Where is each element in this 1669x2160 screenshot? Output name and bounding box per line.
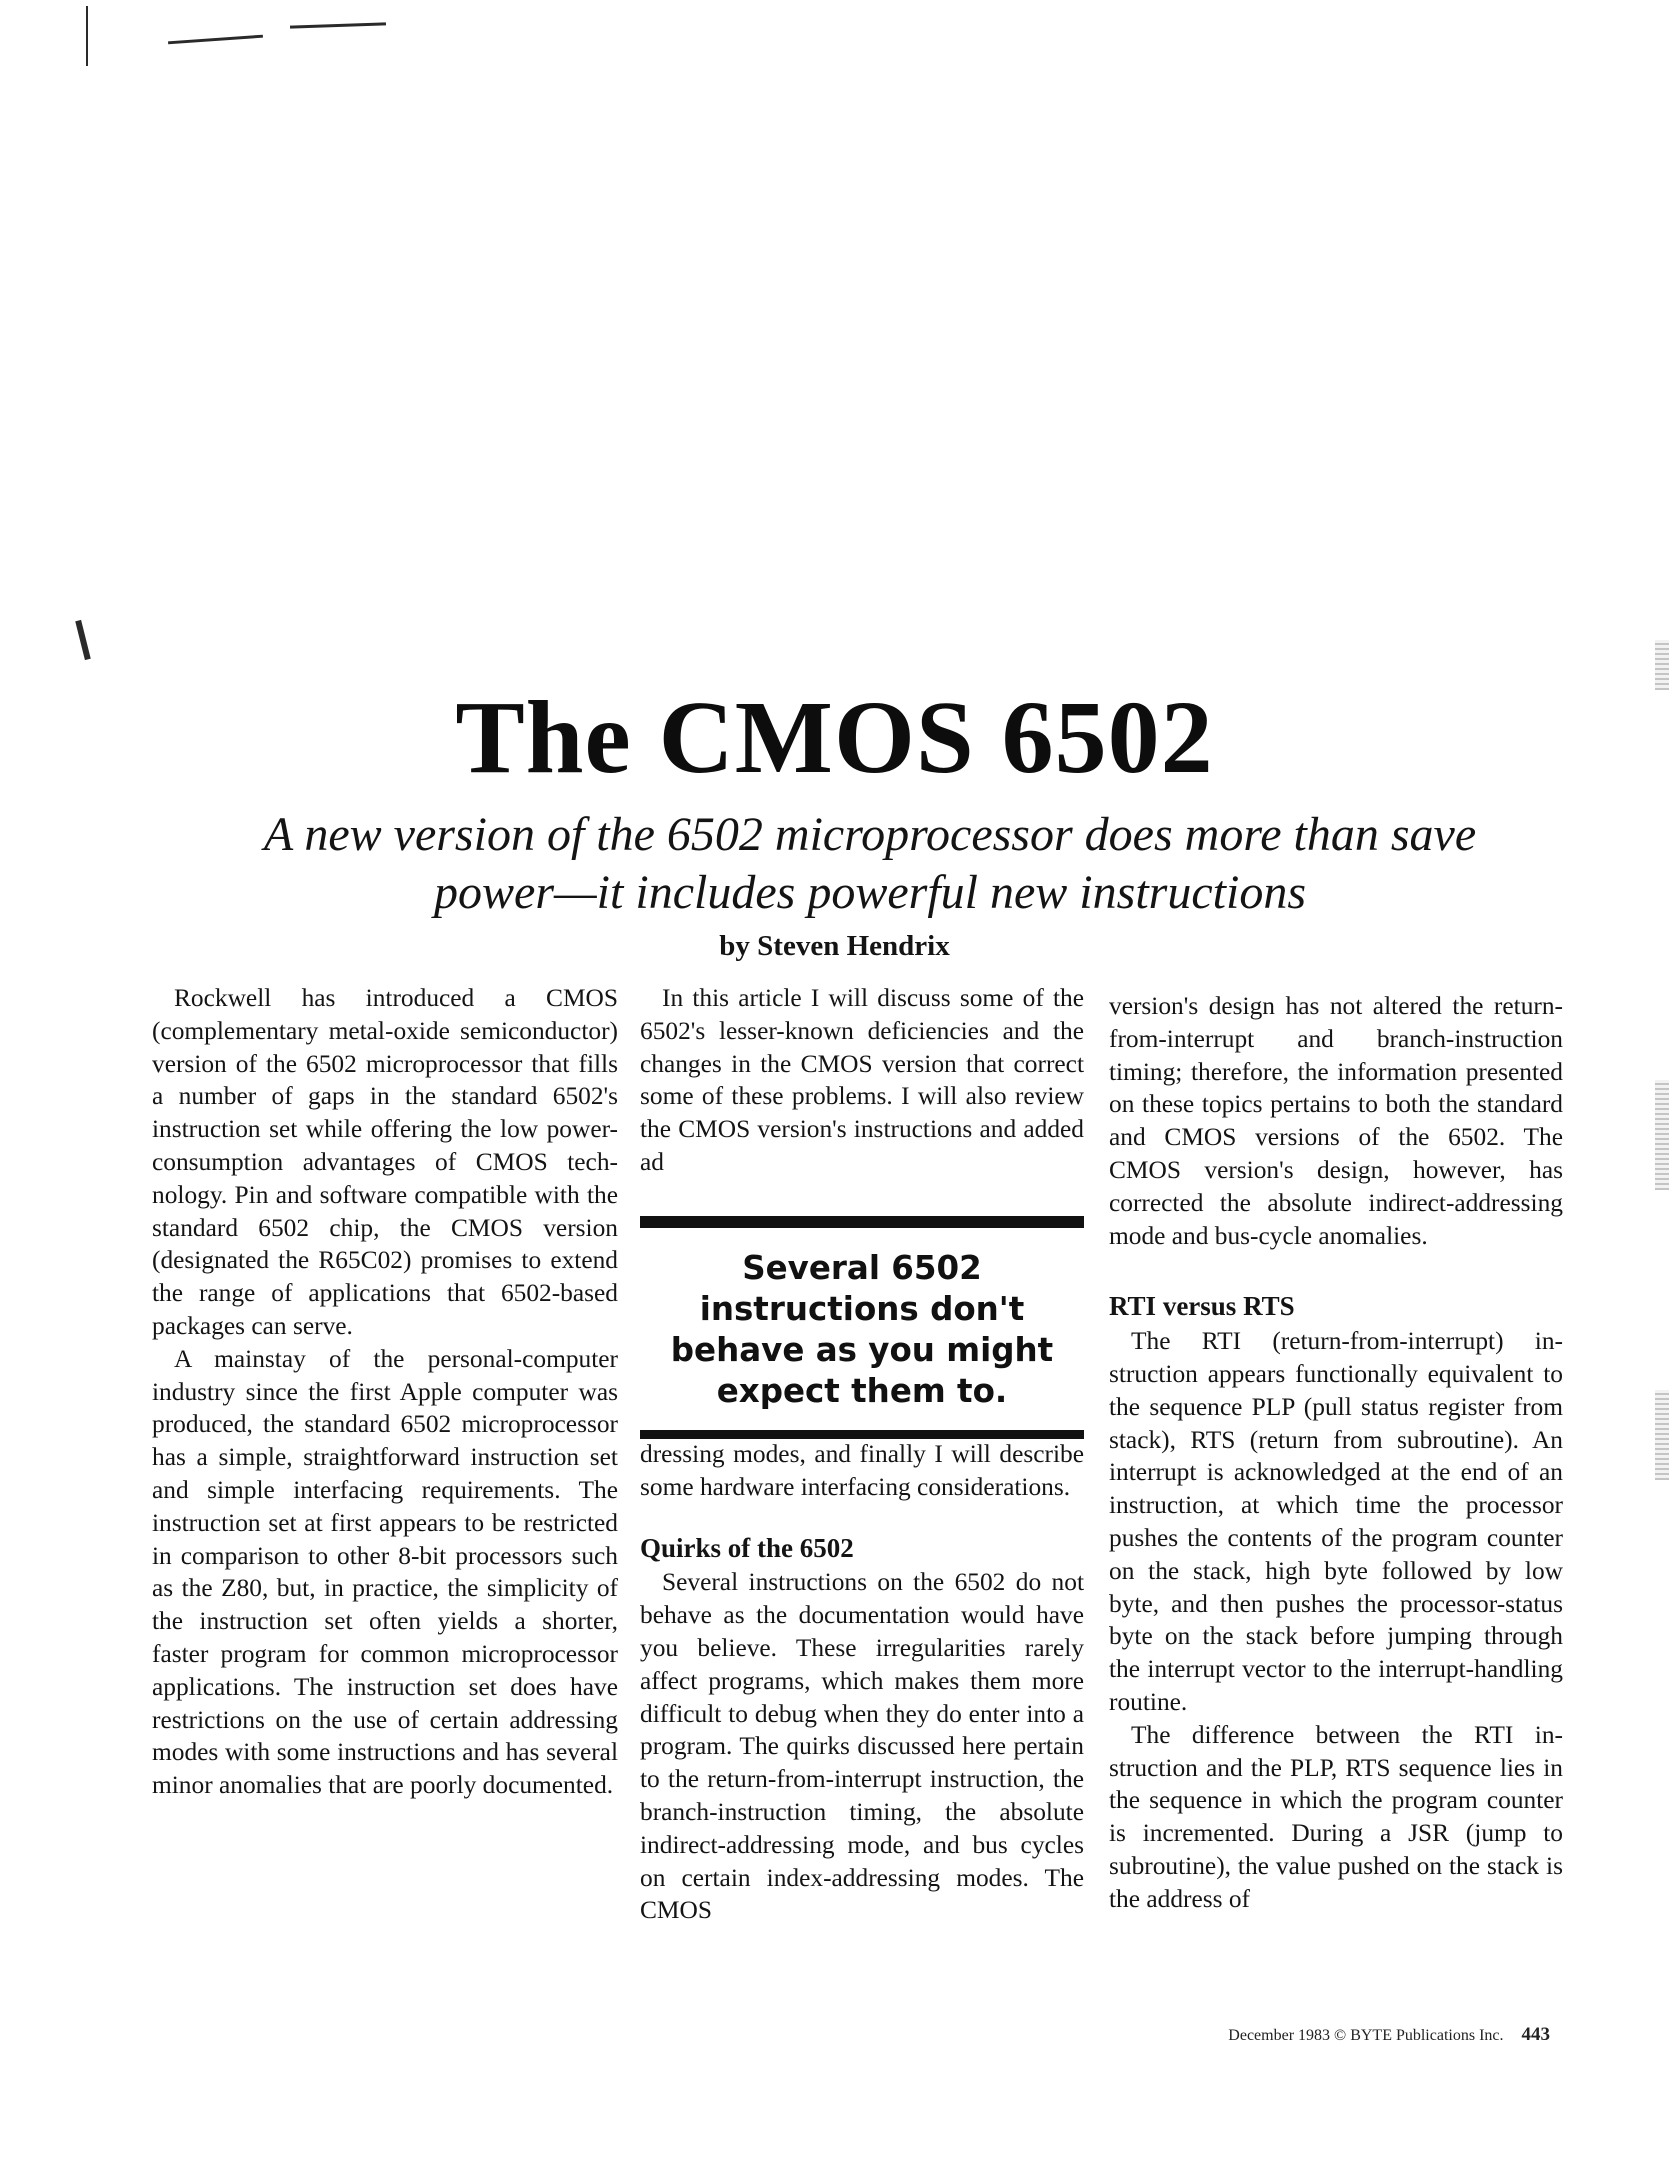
footer-credit: December 1983 © BYTE Publications Inc.: [1228, 2027, 1504, 2044]
article-subtitle: [190, 806, 1550, 922]
scan-mark-top-2: [290, 22, 386, 28]
col1-paragraph-2: A mainstay of the personal-computer industry since the first Apple computer was produced, the standard 6502 microprocessor has a simple, straightforward instruction set and simple interfacing requirements. The instruction set at first appears to be restricted in comparison to other 8-bit processors such as the Z80, but, in practice, the simplicity of the instruction set often yields a shorter, faster program for common microprocessor applications. The instruction set does have restrictions on the use of certain addressing modes with some instructions and has several minor anomalies that are poorly documented.: [152, 1344, 618, 1800]
subtitle-line-2: power—it includes powerful new instructions: [434, 866, 1306, 919]
page-number: 443: [1521, 2024, 1550, 2045]
col2-paragraph-1-top: In this article I will discuss some of the 6502's lesser-known deficiencies and the changes in the CMOS version that correct some of these problems. I will also review the CMOS version's instructions and added ad: [640, 984, 1084, 1176]
article-title: The CMOS 6502: [455, 680, 1214, 795]
col2-paragraph-2: Several instructions on the 6502 do not behave as the documentation would have you believe. These irregularities rarely affect programs, which makes them more difficult to debug when they do enter into a program. The quirks discussed here pertain to the return-from-interrupt instruction, the branch-instruction timing, the absolute indirect-addressing mode, and bus cycles on certain index-addressing modes. The CMOS: [640, 1568, 1084, 1925]
section-heading-quirks: Quirks of the 6502: [640, 1532, 854, 1563]
scan-edge-1: [1655, 640, 1669, 690]
page-footer: [1170, 2024, 1550, 2046]
col3-paragraph-2: The RTI (return-from-interrupt) instruction appears functionally equivalent to the sequence PLP (pull status register from stack), RTS (return from subroutine). An interrupt is acknowledged at the end of an instruction, at which time the processor pushes the contents of the program counter on the stack, high byte followed by low byte, and then pushes the processor-status byte on the stack before jumping through the interrupt vector to the interrupt-handling routine.: [1109, 1327, 1563, 1716]
scan-mark-left-vertical: [86, 6, 88, 66]
scan-edge-2: [1655, 1080, 1669, 1190]
scan-mark-left-tick: [75, 620, 90, 660]
column-2-bottom: [640, 1438, 1084, 1927]
section-heading-rti-rts: RTI versus RTS: [1109, 1291, 1295, 1322]
pull-quote: Several 6502 instructions don't behave as you might expect them to.: [640, 1216, 1084, 1439]
col1-paragraph-1: Rockwell has introduced a CMOS (complementary metal-oxide semiconductor) version of the 6502 microprocessor that fills a number of gaps in the standard 6502's instruction set while offering the low power-consumption advantages of CMOS technology. Pin and software compatible with the standard 6502 chip, the CMOS version (designated the R65C02) promises to extend the range of applications that 6502-based packages can serve.: [152, 984, 618, 1340]
column-1: [152, 982, 618, 1802]
column-3: [1109, 990, 1563, 1916]
col3-paragraph-1: version's design has not altered the return-from-interrupt and branch-instruction timing; therefore, the information presented on these topics pertains to both the standard and CMOS versions of the 6502. The CMOS version's design, however, has corrected the absolute indirect-addressing mode and bus-cycle anomalies.: [1109, 992, 1563, 1250]
byline: by Steven Hendrix: [719, 930, 950, 962]
scan-mark-top-1: [168, 35, 263, 45]
column-2-top: [640, 982, 1084, 1179]
subtitle-line-1: A new version of the 6502 microprocessor does more than save: [263, 808, 1477, 861]
col3-paragraph-3: The difference between the RTI instruction and the PLP, RTS sequence lies in the sequence in which the program counter is incremented. During a JSR (jump to subroutine), the value pushed on the stack is the address of: [1109, 1720, 1563, 1913]
scan-edge-3: [1655, 1390, 1669, 1480]
col2-paragraph-1-bottom: dressing modes, and finally I will describe some hardware interfacing considerations.: [640, 1440, 1084, 1501]
